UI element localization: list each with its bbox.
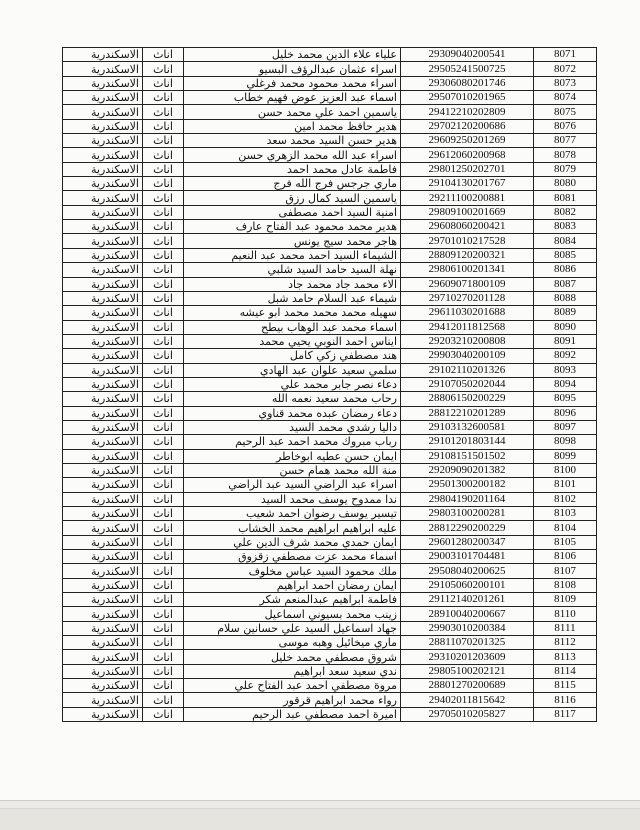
cell-serial-number: 8110 <box>534 607 597 621</box>
cell-serial-number: 8111 <box>534 621 597 635</box>
cell-national-id: 29101201803144 <box>401 435 534 449</box>
cell-serial-number: 8077 <box>534 134 597 148</box>
cell-gender: اناث <box>143 291 184 305</box>
cell-gender: اناث <box>143 420 184 434</box>
cell-serial-number: 8084 <box>534 234 597 248</box>
cell-serial-number: 8086 <box>534 263 597 277</box>
cell-national-id: 29809100201669 <box>401 205 534 219</box>
cell-city: الاسكندرية <box>63 478 143 492</box>
cell-serial-number: 8098 <box>534 435 597 449</box>
table-row <box>63 607 597 621</box>
cell-serial-number: 8099 <box>534 449 597 463</box>
cell-name: ندي سعيد سعد ابراهيم <box>184 664 401 678</box>
cell-serial-number: 8113 <box>534 650 597 664</box>
cell-gender: اناث <box>143 521 184 535</box>
cell-gender: اناث <box>143 234 184 248</box>
cell-serial-number: 8116 <box>534 693 597 707</box>
cell-serial-number: 8088 <box>534 291 597 305</box>
cell-serial-number: 8107 <box>534 564 597 578</box>
cell-city: الاسكندرية <box>63 406 143 420</box>
cell-name: سهيله محمد محمد محمد ابو عيشه <box>184 306 401 320</box>
table-row <box>63 349 597 363</box>
cell-name: ماري جرجس فرج الله فرج <box>184 177 401 191</box>
cell-gender: اناث <box>143 406 184 420</box>
cell-gender: اناث <box>143 363 184 377</box>
cell-city: الاسكندرية <box>63 636 143 650</box>
cell-national-id: 28812210201289 <box>401 406 534 420</box>
cell-name: ايمان حمدي محمد شرف الدين علي <box>184 535 401 549</box>
cell-name: تيسير يوسف رضوان احمد شعيب <box>184 507 401 521</box>
cell-national-id: 29103132600581 <box>401 420 534 434</box>
cell-national-id: 28801270200689 <box>401 679 534 693</box>
cell-gender: اناث <box>143 48 184 62</box>
table-row <box>63 134 597 148</box>
table-row <box>63 277 597 291</box>
table-row <box>63 162 597 176</box>
table-row <box>63 191 597 205</box>
cell-gender: اناث <box>143 177 184 191</box>
cell-gender: اناث <box>143 679 184 693</box>
cell-city: الاسكندرية <box>63 664 143 678</box>
cell-national-id: 28812290200229 <box>401 521 534 535</box>
cell-gender: اناث <box>143 134 184 148</box>
cell-gender: اناث <box>143 248 184 262</box>
cell-serial-number: 8089 <box>534 306 597 320</box>
cell-city: الاسكندرية <box>63 621 143 635</box>
cell-national-id: 28910040200667 <box>401 607 534 621</box>
cell-gender: اناث <box>143 76 184 90</box>
table-row <box>63 48 597 62</box>
cell-national-id: 29203210200808 <box>401 334 534 348</box>
cell-gender: اناث <box>143 578 184 592</box>
cell-gender: اناث <box>143 62 184 76</box>
table-row <box>63 205 597 219</box>
cell-national-id: 29612060200968 <box>401 148 534 162</box>
cell-gender: اناث <box>143 449 184 463</box>
cell-gender: اناث <box>143 664 184 678</box>
cell-national-id: 29211100200881 <box>401 191 534 205</box>
cell-name: اميرة احمد مصطفي عبد الرحيم <box>184 707 401 721</box>
cell-serial-number: 8102 <box>534 492 597 506</box>
cell-national-id: 29609250201269 <box>401 134 534 148</box>
table-row <box>63 521 597 535</box>
cell-serial-number: 8083 <box>534 220 597 234</box>
table-row <box>63 234 597 248</box>
table-row <box>63 463 597 477</box>
cell-city: الاسكندرية <box>63 91 143 105</box>
cell-city: الاسكندرية <box>63 191 143 205</box>
table-row <box>63 406 597 420</box>
table-row <box>63 650 597 664</box>
table-row <box>63 593 597 607</box>
cell-city: الاسكندرية <box>63 162 143 176</box>
table-row <box>63 119 597 133</box>
page-edge <box>0 808 640 830</box>
cell-national-id: 29801250202701 <box>401 162 534 176</box>
cell-national-id: 29104130201767 <box>401 177 534 191</box>
cell-city: الاسكندرية <box>63 392 143 406</box>
cell-name: نهلة السيد حامد السيد شلبي <box>184 263 401 277</box>
cell-national-id: 29803100200281 <box>401 507 534 521</box>
cell-national-id: 28809120200321 <box>401 248 534 262</box>
cell-national-id: 29309040200541 <box>401 48 534 62</box>
table-row <box>63 564 597 578</box>
cell-serial-number: 8095 <box>534 392 597 406</box>
cell-name: اسماء عبد العزيز عوض فهيم خطاب <box>184 91 401 105</box>
cell-gender: اناث <box>143 191 184 205</box>
cell-serial-number: 8081 <box>534 191 597 205</box>
cell-name: اسراء محمد محمود محمد فرغلي <box>184 76 401 90</box>
cell-city: الاسكندرية <box>63 134 143 148</box>
table-row <box>63 76 597 90</box>
cell-serial-number: 8096 <box>534 406 597 420</box>
cell-city: الاسكندرية <box>63 521 143 535</box>
cell-gender: اناث <box>143 550 184 564</box>
cell-serial-number: 8075 <box>534 105 597 119</box>
cell-gender: اناث <box>143 593 184 607</box>
cell-national-id: 29107050202044 <box>401 377 534 391</box>
table-row <box>63 291 597 305</box>
table-row <box>63 220 597 234</box>
table-row <box>63 320 597 334</box>
cell-national-id: 29701010217528 <box>401 234 534 248</box>
cell-serial-number: 8085 <box>534 248 597 262</box>
cell-name: اسراء عثمان عبدالرؤف البسيو <box>184 62 401 76</box>
cell-gender: اناث <box>143 463 184 477</box>
cell-national-id: 29608060200421 <box>401 220 534 234</box>
table-row <box>63 420 597 434</box>
table-row <box>63 492 597 506</box>
cell-name: زينب محمد بسيوني اسماعيل <box>184 607 401 621</box>
cell-gender: اناث <box>143 607 184 621</box>
cell-serial-number: 8093 <box>534 363 597 377</box>
table-row <box>63 248 597 262</box>
cell-city: الاسكندرية <box>63 234 143 248</box>
cell-city: الاسكندرية <box>63 449 143 463</box>
cell-gender: اناث <box>143 392 184 406</box>
cell-gender: اناث <box>143 162 184 176</box>
cell-gender: اناث <box>143 377 184 391</box>
cell-national-id: 29209090201382 <box>401 463 534 477</box>
cell-serial-number: 8108 <box>534 578 597 592</box>
cell-serial-number: 8092 <box>534 349 597 363</box>
table-row <box>63 679 597 693</box>
cell-national-id: 29310201203609 <box>401 650 534 664</box>
table-row <box>63 535 597 549</box>
cell-serial-number: 8078 <box>534 148 597 162</box>
table-row <box>63 62 597 76</box>
cell-name: هاجر محمد سيج يونس <box>184 234 401 248</box>
roster-body <box>63 48 597 722</box>
cell-national-id: 29710270201128 <box>401 291 534 305</box>
cell-national-id: 29611030201688 <box>401 306 534 320</box>
cell-national-id: 29903010200384 <box>401 621 534 635</box>
cell-city: الاسكندرية <box>63 291 143 305</box>
cell-national-id: 29402011815642 <box>401 693 534 707</box>
cell-name: ايمان رمضان احمد ابراهيم <box>184 578 401 592</box>
cell-city: الاسكندرية <box>63 248 143 262</box>
cell-name: هند مصطفي زكي كامل <box>184 349 401 363</box>
cell-name: هدير حسن السيد محمد سعد <box>184 134 401 148</box>
cell-gender: اناث <box>143 320 184 334</box>
cell-serial-number: 8073 <box>534 76 597 90</box>
cell-city: الاسكندرية <box>63 363 143 377</box>
cell-national-id: 29505241500725 <box>401 62 534 76</box>
cell-city: الاسكندرية <box>63 76 143 90</box>
cell-national-id: 28806150200229 <box>401 392 534 406</box>
table-row <box>63 621 597 635</box>
cell-name: جهاد اسماعيل السيد علي حسانين سلام <box>184 621 401 635</box>
cell-gender: اناث <box>143 650 184 664</box>
cell-city: الاسكندرية <box>63 593 143 607</box>
cell-name: الاء محمد جاد محمد جاد <box>184 277 401 291</box>
cell-gender: اناث <box>143 277 184 291</box>
cell-gender: اناث <box>143 349 184 363</box>
cell-name: ماري ميخائيل وهبه موسى <box>184 636 401 650</box>
cell-city: الاسكندرية <box>63 463 143 477</box>
cell-name: رحاب محمد سعيد نعمه الله <box>184 392 401 406</box>
cell-national-id: 29108151501502 <box>401 449 534 463</box>
cell-serial-number: 8079 <box>534 162 597 176</box>
cell-serial-number: 8105 <box>534 535 597 549</box>
cell-name: فاطمة ابراهيم عبدالمنعم شكر <box>184 593 401 607</box>
cell-city: الاسكندرية <box>63 420 143 434</box>
cell-name: شروق مصطفي محمد خليل <box>184 650 401 664</box>
cell-name: علياء علاء الدين محمد خليل <box>184 48 401 62</box>
cell-serial-number: 8076 <box>534 119 597 133</box>
cell-name: مروة مصطفي احمد عبد الفتاح علي <box>184 679 401 693</box>
cell-gender: اناث <box>143 707 184 721</box>
cell-serial-number: 8109 <box>534 593 597 607</box>
cell-city: الاسكندرية <box>63 263 143 277</box>
cell-national-id: 29705010205827 <box>401 707 534 721</box>
cell-city: الاسكندرية <box>63 205 143 219</box>
cell-city: الاسكندرية <box>63 550 143 564</box>
cell-serial-number: 8072 <box>534 62 597 76</box>
cell-national-id: 29105060200101 <box>401 578 534 592</box>
cell-name: منة الله محمد همام حسن <box>184 463 401 477</box>
cell-city: الاسكندرية <box>63 220 143 234</box>
table-row <box>63 105 597 119</box>
cell-city: الاسكندرية <box>63 119 143 133</box>
cell-name: ياسمين احمد علي محمد حسن <box>184 105 401 119</box>
cell-name: اسراء عبد الله محمد الزهري حسن <box>184 148 401 162</box>
cell-city: الاسكندرية <box>63 492 143 506</box>
cell-gender: اناث <box>143 636 184 650</box>
cell-national-id: 29412210202809 <box>401 105 534 119</box>
cell-city: الاسكندرية <box>63 177 143 191</box>
cell-gender: اناث <box>143 306 184 320</box>
cell-gender: اناث <box>143 263 184 277</box>
cell-name: شيماء عبد السلام حامد شبل <box>184 291 401 305</box>
cell-name: اسماء محمد عبد الوهاب بيطح <box>184 320 401 334</box>
cell-serial-number: 8097 <box>534 420 597 434</box>
cell-city: الاسكندرية <box>63 277 143 291</box>
table-row <box>63 578 597 592</box>
roster-table <box>62 47 597 722</box>
table-row <box>63 507 597 521</box>
cell-city: الاسكندرية <box>63 607 143 621</box>
cell-name: اسماء محمد عزت مصطفي زقزوق <box>184 550 401 564</box>
cell-national-id: 29501300200182 <box>401 478 534 492</box>
cell-national-id: 29805100202121 <box>401 664 534 678</box>
cell-city: الاسكندرية <box>63 334 143 348</box>
cell-city: الاسكندرية <box>63 306 143 320</box>
cell-city: الاسكندرية <box>63 349 143 363</box>
cell-national-id: 29804190201164 <box>401 492 534 506</box>
cell-national-id: 29601280200347 <box>401 535 534 549</box>
cell-city: الاسكندرية <box>63 105 143 119</box>
cell-serial-number: 8094 <box>534 377 597 391</box>
table-row <box>63 392 597 406</box>
cell-serial-number: 8091 <box>534 334 597 348</box>
cell-serial-number: 8103 <box>534 507 597 521</box>
table-row <box>63 664 597 678</box>
cell-name: دعاء نصر جابر محمد علي <box>184 377 401 391</box>
table-row <box>63 148 597 162</box>
table-row <box>63 334 597 348</box>
cell-name: رواء محمد ابراهيم قرقور <box>184 693 401 707</box>
table-row <box>63 435 597 449</box>
cell-name: دعاء رمضان عبده محمد قناوي <box>184 406 401 420</box>
table-row <box>63 177 597 191</box>
cell-serial-number: 8104 <box>534 521 597 535</box>
cell-gender: اناث <box>143 564 184 578</box>
cell-city: الاسكندرية <box>63 48 143 62</box>
table-row <box>63 449 597 463</box>
cell-name: هدير حافظ محمد امين <box>184 119 401 133</box>
cell-gender: اناث <box>143 535 184 549</box>
cell-national-id: 28811070201325 <box>401 636 534 650</box>
cell-gender: اناث <box>143 507 184 521</box>
cell-gender: اناث <box>143 105 184 119</box>
cell-city: الاسكندرية <box>63 564 143 578</box>
cell-name: فاطمة عادل محمد احمد <box>184 162 401 176</box>
table-row <box>63 550 597 564</box>
cell-serial-number: 8106 <box>534 550 597 564</box>
cell-serial-number: 8112 <box>534 636 597 650</box>
cell-serial-number: 8114 <box>534 664 597 678</box>
cell-gender: اناث <box>143 478 184 492</box>
cell-name: سلمي سعيد علوان عبد الهادي <box>184 363 401 377</box>
cell-city: الاسكندرية <box>63 377 143 391</box>
cell-city: الاسكندرية <box>63 707 143 721</box>
cell-name: امنية السيد احمد مصطفى <box>184 205 401 219</box>
cell-name: اسراء عبد الراضي السيد عبد الراضي <box>184 478 401 492</box>
table-row <box>63 306 597 320</box>
cell-serial-number: 8117 <box>534 707 597 721</box>
cell-gender: اناث <box>143 492 184 506</box>
cell-serial-number: 8115 <box>534 679 597 693</box>
table-row <box>63 478 597 492</box>
table-row <box>63 693 597 707</box>
cell-name: داليا رشدي محمد السيد <box>184 420 401 434</box>
cell-city: الاسكندرية <box>63 535 143 549</box>
cell-gender: اناث <box>143 621 184 635</box>
cell-national-id: 29507010201965 <box>401 91 534 105</box>
cell-national-id: 29003101704481 <box>401 550 534 564</box>
table-row <box>63 377 597 391</box>
cell-gender: اناث <box>143 148 184 162</box>
table-row <box>63 91 597 105</box>
cell-gender: اناث <box>143 693 184 707</box>
cell-city: الاسكندرية <box>63 650 143 664</box>
cell-city: الاسكندرية <box>63 435 143 449</box>
cell-national-id: 29609071800109 <box>401 277 534 291</box>
cell-national-id: 29112140201261 <box>401 593 534 607</box>
cell-name: ايناس احمد النوبي يحيي محمد <box>184 334 401 348</box>
cell-national-id: 29903040200109 <box>401 349 534 363</box>
cell-serial-number: 8100 <box>534 463 597 477</box>
cell-name: عليه ابراهيم ابراهيم محمد الخشاب <box>184 521 401 535</box>
cell-name: الشيماء السيد احمد محمد عبد النعيم <box>184 248 401 262</box>
cell-name: ملك محمود السيد عباس مخلوف <box>184 564 401 578</box>
cell-serial-number: 8074 <box>534 91 597 105</box>
cell-city: الاسكندرية <box>63 507 143 521</box>
cell-gender: اناث <box>143 205 184 219</box>
cell-national-id: 29702120200686 <box>401 119 534 133</box>
table-row <box>63 707 597 721</box>
cell-name: هدير محمد محمود عبد الفتاح عارف <box>184 220 401 234</box>
table-row <box>63 363 597 377</box>
cell-name: ندا ممدوح يوسف محمد السيد <box>184 492 401 506</box>
cell-serial-number: 8101 <box>534 478 597 492</box>
cell-national-id: 29102110201326 <box>401 363 534 377</box>
cell-name: ايمان حسن عطيه ابوخاطر <box>184 449 401 463</box>
cell-serial-number: 8087 <box>534 277 597 291</box>
cell-national-id: 29306080201746 <box>401 76 534 90</box>
cell-gender: اناث <box>143 435 184 449</box>
cell-name: رباب مبروك محمد احمد عبد الرحيم <box>184 435 401 449</box>
cell-gender: اناث <box>143 91 184 105</box>
cell-city: الاسكندرية <box>63 148 143 162</box>
cell-name: ياسمين السيد كمال رزق <box>184 191 401 205</box>
cell-city: الاسكندرية <box>63 578 143 592</box>
cell-city: الاسكندرية <box>63 320 143 334</box>
cell-serial-number: 8071 <box>534 48 597 62</box>
cell-gender: اناث <box>143 220 184 234</box>
cell-gender: اناث <box>143 334 184 348</box>
cell-city: الاسكندرية <box>63 693 143 707</box>
cell-city: الاسكندرية <box>63 62 143 76</box>
cell-gender: اناث <box>143 119 184 133</box>
table-row <box>63 263 597 277</box>
cell-serial-number: 8082 <box>534 205 597 219</box>
cell-city: الاسكندرية <box>63 679 143 693</box>
cell-national-id: 29508040200625 <box>401 564 534 578</box>
cell-national-id: 29412011812568 <box>401 320 534 334</box>
table-row <box>63 636 597 650</box>
cell-national-id: 29806100201341 <box>401 263 534 277</box>
cell-serial-number: 8080 <box>534 177 597 191</box>
cell-serial-number: 8090 <box>534 320 597 334</box>
